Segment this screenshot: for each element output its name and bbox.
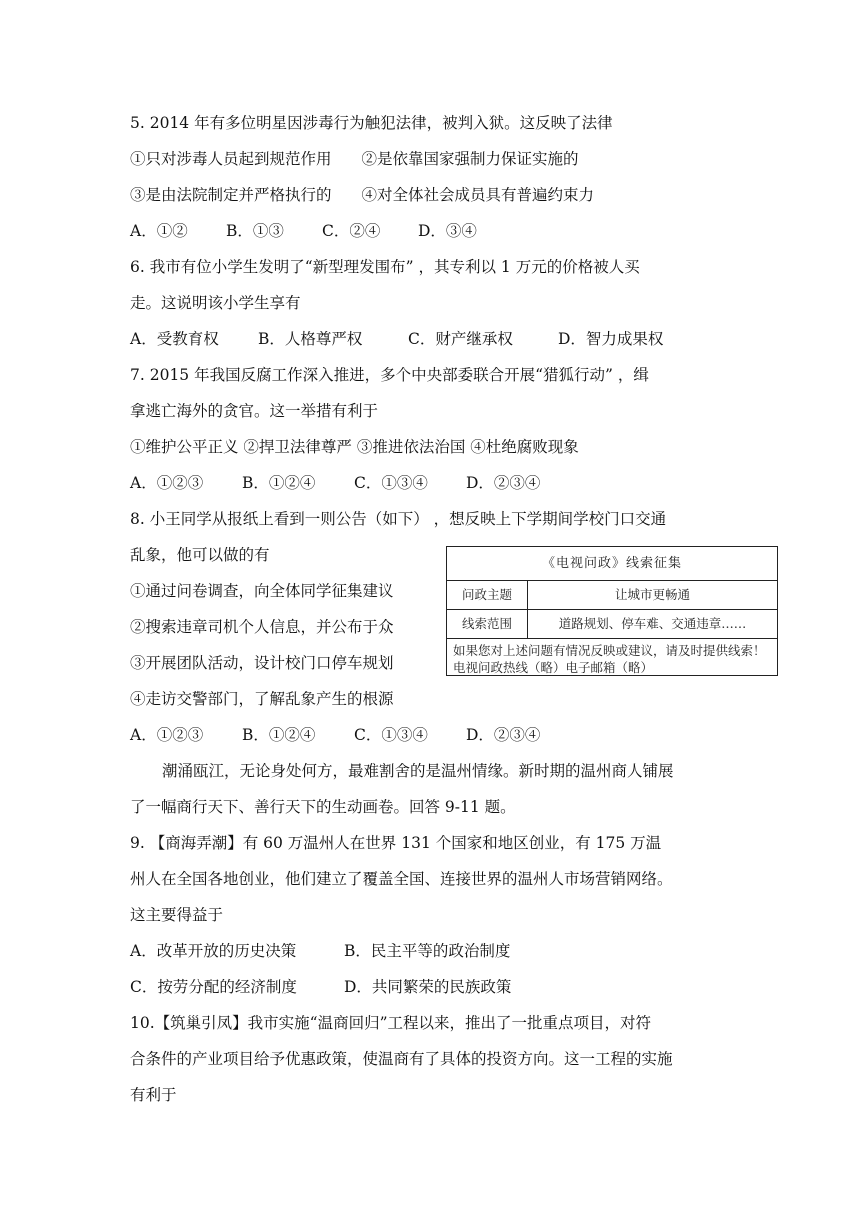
q9-option-a: A．改革开放的历史决策 [130,942,297,960]
q7-option-d: D．②③④ [466,474,541,492]
q9-option-b: B．民主平等的政治制度 [344,942,511,960]
q6-option-c: C．财产继承权 [408,330,513,348]
q9-stem-line2: 州人在全国各地创业，他们建立了覆盖全国、连接世界的温州人市场营销网络。 [130,870,673,888]
q5-statement-2: ②是依靠国家强制力保证实施的 [361,150,579,168]
q8-statement-4: ④走访交警部门，了解乱象产生的根源 [130,690,394,708]
notice-title: 《电视问政》线索征集 [447,547,777,581]
q9-options-row1 [130,941,510,961]
q8-statement-1: ①通过问卷调查，向全体同学征集建议 [130,582,394,600]
passage-line1: 潮涌瓯江，无论身处何方，最难割舍的是温州情缘。新时期的温州商人铺展 [162,762,674,780]
q7-stem-line1: 7. 2015 年我国反腐工作深入推进，多个中央部委联合开展“猎狐行动” ，缉 [130,366,649,384]
notice-topic-label: 问政主题 [447,581,528,609]
q8-option-a: A．①②③ [130,726,204,744]
q9-options-row2 [130,977,511,997]
q5-statements-row2 [130,185,594,205]
q8-stem-line1: 8. 小王同学从报纸上看到一则公告（如下） ，想反映上下学期间学校门口交通 [130,510,667,528]
q6-option-b: B．人格尊严权 [258,330,363,348]
q5-option-d: D．③④ [418,222,477,240]
q8-notice-box [446,546,778,676]
q10-stem-line3: 有利于 [130,1086,177,1104]
q9-option-c: C．按劳分配的经济制度 [130,978,297,996]
q5-option-c: C．②④ [322,222,381,240]
q7-stem-line2: 拿逃亡海外的贪官。这一举措有利于 [130,402,379,420]
notice-scope-label: 线索范围 [447,610,528,638]
q6-option-d: D．智力成果权 [558,330,664,348]
q5-option-a: A．①② [130,222,188,240]
q8-options [130,725,540,745]
q5-statement-4: ④对全体社会成员具有普遍约束力 [361,186,595,204]
q7-option-a: A．①②③ [130,474,204,492]
q8-statement-3: ③开展团队活动，设计校门口停车规划 [130,654,394,672]
q9-option-d: D．共同繁荣的民族政策 [344,978,512,996]
q7-options [130,473,540,493]
notice-row-topic [447,581,777,610]
q8-stem-line2: 乱象，他可以做的有 [130,546,270,564]
q7-option-b: B．①②④ [242,474,316,492]
q5-statement-3: ③是由法院制定并严格执行的 [130,186,332,204]
q8-option-c: C．①③④ [354,726,428,744]
q7-statements: ①维护公平正义 ②捍卫法律尊严 ③推进依法治国 ④杜绝腐败现象 [130,438,579,456]
notice-topic-value: 让城市更畅通 [614,587,690,602]
q5-statements-row1 [130,149,579,169]
passage-line2: 了一幅商行天下、善行天下的生动画卷。回答 9-11 题。 [130,798,516,816]
q5-options [130,221,477,241]
notice-row-scope [447,610,777,639]
q5-statement-1: ①只对涉毒人员起到规范作用 [130,150,332,168]
q8-statement-2: ②搜索违章司机个人信息，并公布于众 [130,618,394,636]
q8-option-d: D．②③④ [466,726,541,744]
q5-option-b: B．①③ [226,222,284,240]
q10-stem-line1: 10.【筑巢引凤】我市实施“温商回归”工程以来，推出了一批重点项目，对符 [130,1014,652,1032]
q10-stem-line2: 合条件的产业项目给予优惠政策，使温商有了具体的投资方向。这一工程的实施 [130,1050,673,1068]
q9-stem-line3: 这主要得益于 [130,906,224,924]
notice-footer: 如果您对上述问题有情况反映或建议，请及时提供线索！电视问政热线（略）电子邮箱（略） [453,643,766,675]
notice-scope-value: 道路规划、停车难、交通违章…… [558,616,747,631]
q6-option-a: A．受教育权 [130,330,219,348]
q6-options [130,329,663,349]
q9-stem-line1: 9. 【商海弄潮】有 60 万温州人在世界 131 个国家和地区创业，有 175 万温 [130,834,662,852]
q5-stem: 5. 2014 年有多位明星因涉毒行为触犯法律，被判入狱。这反映了法律 [130,114,613,132]
q7-option-c: C．①③④ [354,474,428,492]
q8-option-b: B．①②④ [242,726,316,744]
q6-stem-line2: 走。这说明该小学生享有 [130,294,301,312]
q6-stem-line1: 6. 我市有位小学生发明了“新型理发围布” ，其专利以 1 万元的价格被人买 [130,258,640,276]
